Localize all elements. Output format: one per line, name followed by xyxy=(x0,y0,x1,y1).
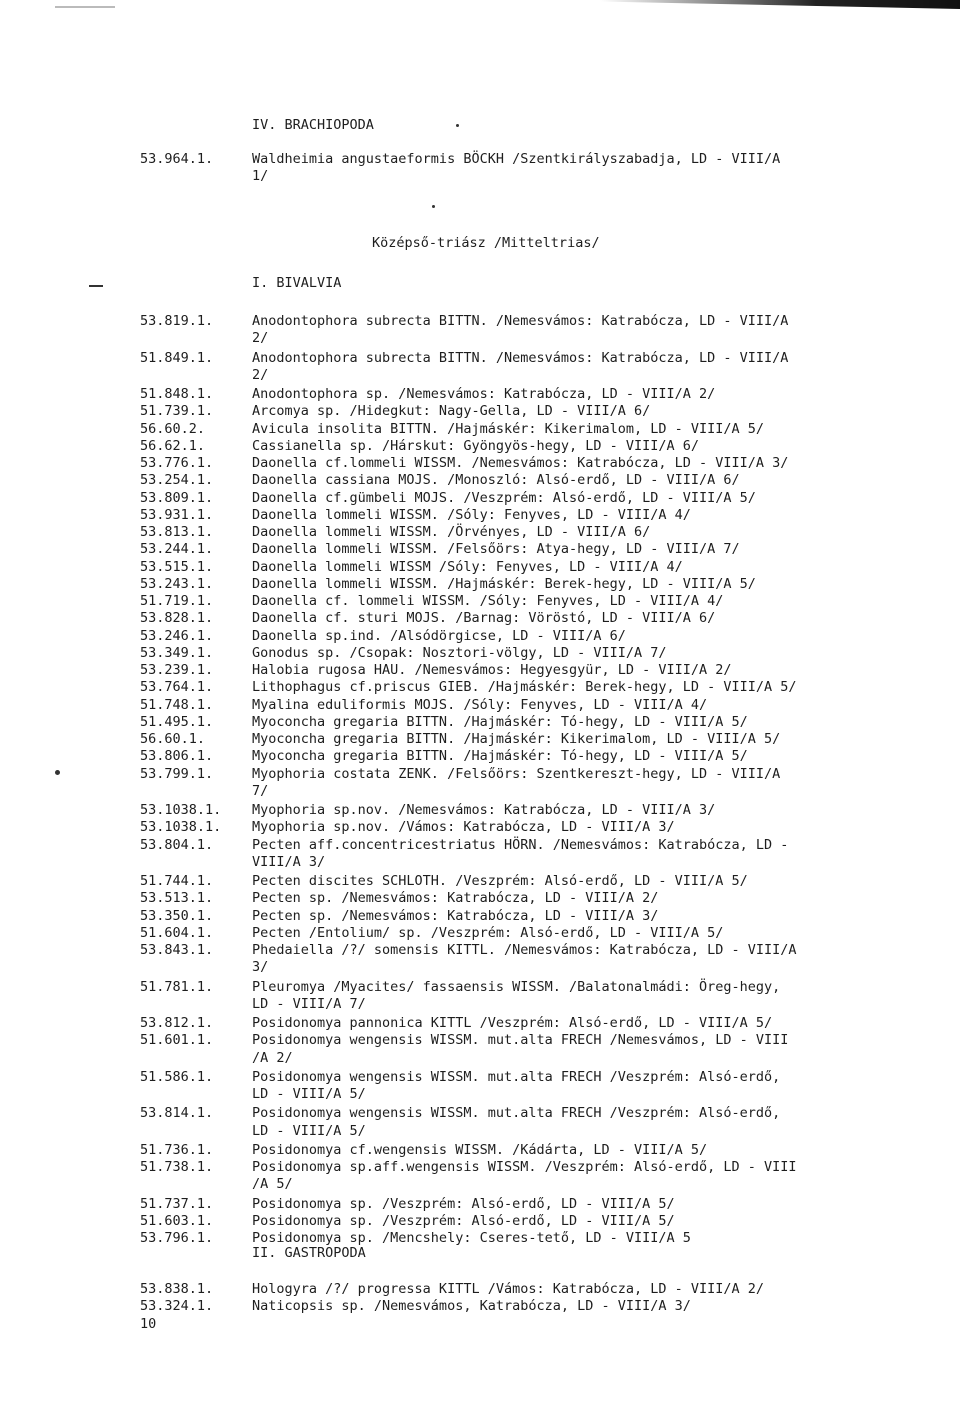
specimen-entry: Myophoria costata ZENK. /Felsőörs: Szentkereszt-hegy, LD - VIII/A xyxy=(252,765,781,782)
entry-continuation: LD - VIII/A 5/ xyxy=(252,1086,366,1102)
catalog-number: 53.243.1. xyxy=(140,575,214,592)
specimen-entry: Anodontophora subrecta BITTN. /Nemesvámos: Katrabócza, LD - VIII/A xyxy=(252,313,789,329)
catalog-number: 53.350.1. xyxy=(140,907,214,924)
entry-continuation: VIII/A 3/ xyxy=(252,853,326,870)
specimen-entry: Halobia rugosa HAU. /Nemesvámos: Hegyesgyür, LD - VIII/A 2/ xyxy=(252,662,732,678)
catalog-number: 53.804.1. xyxy=(140,836,214,853)
entry-continuation: /A 5/ xyxy=(252,1176,293,1193)
specimen-entry: Posidonomya pannonica KITTL /Veszprém: Alsó-erdő, LD - VIII/A 5/ xyxy=(252,1015,773,1031)
specimen-entry: Daonella lommeli WISSM. /Örvényes, LD - VIII/A 6/ xyxy=(252,524,651,540)
specimen-entry: Pecten discites SCHLOTH. /Veszprém: Alsó-erdő, LD - VIII/A 5/ xyxy=(252,873,748,889)
specimen-entry: Pecten sp. /Nemesvámos: Katrabócza, LD - VIII/A 2/ xyxy=(252,890,659,907)
specimen-entry: Waldheimia angustaeformis BÖCKH /Szentkirályszabadja, LD - VIII/A xyxy=(252,151,781,167)
specimen-entry: Pleuromya /Myacites/ fassaensis WISSM. /Balatonalmádi: Öreg-hegy, xyxy=(252,978,781,995)
entry-continuation: 2/ xyxy=(252,366,269,383)
speck xyxy=(432,205,435,208)
catalog-number: 53.809.1. xyxy=(140,489,214,506)
catalog-number: 53.931.1. xyxy=(140,506,214,523)
specimen-entry: Posidonomya sp. /Veszprém: Alsó-erdő, LD - VIII/A 5/ xyxy=(252,1212,675,1229)
catalog-number: 51.849.1. xyxy=(140,349,214,366)
catalog-number: 53.799.1. xyxy=(140,765,214,782)
specimen-entry: Pecten aff.concentricestriatus HÖRN. /Nemesvámos: Katrabócza, LD - xyxy=(252,836,789,853)
specimen-entry: Myophoria sp.nov. /Nemesvámos: Katrabócza, LD - VIII/A 3/ xyxy=(252,802,716,818)
catalog-number: 51.601.1. xyxy=(140,1032,214,1049)
catalog-number: 53.244.1. xyxy=(140,541,214,558)
specimen-entry: Daonella cf.lommeli WISSM. /Nemesvámos: Katrabócza, LD - VIII/A 3/ xyxy=(252,455,789,471)
catalog-number: 53.819.1. xyxy=(140,313,214,329)
specimen-entry: Posidonomya cf.wengensis WISSM. /Kádárta, LD - VIII/A 5/ xyxy=(252,1141,708,1158)
specimen-entry: Myoconcha gregaria BITTN. /Hajmáskér: Tó-hegy, LD - VIII/A 5/ xyxy=(252,748,748,765)
catalog-number: 53.776.1. xyxy=(140,455,214,471)
catalog-number: 51.739.1. xyxy=(140,403,214,420)
catalog-number: 51.586.1. xyxy=(140,1068,214,1085)
catalog-number: 53.239.1. xyxy=(140,662,214,678)
catalog-number: 51.744.1. xyxy=(140,873,214,889)
entry-continuation: LD - VIII/A 5/ xyxy=(252,1122,366,1139)
scan-edge-mark xyxy=(55,6,115,8)
catalog-number: 51.495.1. xyxy=(140,713,214,730)
specimen-entry: Phedaiella /?/ somensis KITTL. /Nemesvámos: Katrabócza, LD - VIII/A xyxy=(252,942,797,958)
specimen-entry: Arcomya sp. /Hidegkut: Nagy-Gella, LD - VIII/A 6/ xyxy=(252,403,651,420)
specimen-entry: Posidonomya sp.aff.wengensis WISSM. /Veszprém: Alsó-erdő, LD - VIII xyxy=(252,1159,797,1175)
catalog-number: 56.60.2. xyxy=(140,420,206,437)
catalog-number: 53.254.1. xyxy=(140,472,214,489)
entry-continuation: 2/ xyxy=(252,330,269,347)
catalog-number: 51.603.1. xyxy=(140,1212,214,1229)
catalog-number: 53.764.1. xyxy=(140,679,214,696)
catalog-number: 51.737.1. xyxy=(140,1195,214,1212)
entry-continuation: 7/ xyxy=(252,782,269,799)
specimen-entry: Gonodus sp. /Csopak: Nosztori-völgy, LD - VIII/A 7/ xyxy=(252,644,667,661)
specimen-entry: Cassianella sp. /Hárskut: Gyöngyös-hegy, LD - VIII/A 6/ xyxy=(252,437,700,454)
section-subtitle-mid-triassic: Középső-triász /Mitteltrias/ xyxy=(372,235,600,251)
entry-continuation: /A 2/ xyxy=(252,1049,293,1066)
catalog-number: 53.806.1. xyxy=(140,748,214,765)
specimen-entry: Pecten /Entolium/ sp. /Veszprém: Alsó-erdő, LD - VIII/A 5/ xyxy=(252,924,724,941)
catalog-number: 53.324.1. xyxy=(140,1298,214,1314)
specimen-entry: Posidonomya wengensis WISSM. mut.alta FRECH /Veszprém: Alsó-erdő, xyxy=(252,1105,781,1122)
specimen-entry: Anodontophora subrecta BITTN. /Nemesvámos: Katrabócza, LD - VIII/A xyxy=(252,349,789,366)
entry-continuation: 1/ xyxy=(252,168,269,184)
specimen-entry: Myalina eduliformis MOJS. /Sóly: Fenyves, LD - VIII/A 4/ xyxy=(252,696,708,713)
catalog-number: 53.838.1. xyxy=(140,1281,214,1297)
specimen-entry: Avicula insolita BITTN. /Hajmáskér: Kikerimalom, LD - VIII/A 5/ xyxy=(252,420,765,437)
specimen-entry: Pecten sp. /Nemesvámos: Katrabócza, LD - VIII/A 3/ xyxy=(252,907,659,924)
catalog-number: 51.719.1. xyxy=(140,593,214,609)
entry-continuation: 3/ xyxy=(252,959,269,976)
scan-edge-shadow xyxy=(600,0,960,9)
specimen-entry: Daonella cf.gümbeli MOJS. /Veszprém: Alsó-erdő, LD - VIII/A 5/ xyxy=(252,489,756,506)
catalog-number: 51.604.1. xyxy=(140,924,214,941)
catalog-number: 53.349.1. xyxy=(140,644,214,661)
specimen-entry: Daonella lommeli WISSM. /Sóly: Fenyves, LD - VIII/A 4/ xyxy=(252,506,691,523)
speck xyxy=(89,285,103,287)
catalog-number: 53.814.1. xyxy=(140,1105,214,1122)
specimen-entry: Daonella cassiana MOJS. /Monoszló: Alsó-erdő, LD - VIII/A 6/ xyxy=(252,472,740,489)
specimen-entry: Lithophagus cf.priscus GIEB. /Hajmáskér: Berek-hegy, LD - VIII/A 5/ xyxy=(252,679,797,696)
section-heading-bivalvia: I. BIVALVIA xyxy=(252,275,342,291)
section-heading-gastropoda: II. GASTROPODA xyxy=(252,1245,366,1261)
catalog-number: 53.796.1. xyxy=(140,1230,214,1246)
catalog-number: 53.246.1. xyxy=(140,627,214,644)
speck xyxy=(456,124,459,127)
specimen-entry: Posidonomya wengensis WISSM. mut.alta FRECH /Nemesvámos, LD - VIII xyxy=(252,1032,789,1049)
catalog-number: 51.738.1. xyxy=(140,1159,214,1175)
specimen-entry: Anodontophora sp. /Nemesvámos: Katrabócza, LD - VIII/A 2/ xyxy=(252,386,716,402)
catalog-number: 53.515.1. xyxy=(140,558,214,575)
catalog-number: 56.62.1. xyxy=(140,437,206,454)
specimen-entry: Posidonomya wengensis WISSM. mut.alta FRECH /Veszprém: Alsó-erdő, xyxy=(252,1068,781,1085)
catalog-number: 51.781.1. xyxy=(140,978,214,995)
specimen-entry: Hologyra /?/ progressa KITTL /Vámos: Katrabócza, LD - VIII/A 2/ xyxy=(252,1281,765,1297)
page-number: 10 xyxy=(140,1316,157,1332)
specimen-entry: Daonella lommeli WISSM /Sóly: Fenyves, LD - VIII/A 4/ xyxy=(252,558,683,575)
section-heading-brachiopoda: IV. BRACHIOPODA xyxy=(252,117,374,133)
specimen-entry: Daonella cf. lommeli WISSM. /Sóly: Fenyves, LD - VIII/A 4/ xyxy=(252,593,724,609)
specimen-entry: Daonella lommeli WISSM. /Felsőörs: Atya-hegy, LD - VIII/A 7/ xyxy=(252,541,740,558)
catalog-number: 53.828.1. xyxy=(140,610,214,627)
catalog-number: 51.848.1. xyxy=(140,386,214,402)
speck xyxy=(55,770,60,775)
specimen-entry: Daonella cf. sturi MOJS. /Barnag: Vöröstó, LD - VIII/A 6/ xyxy=(252,610,716,627)
catalog-number: 51.736.1. xyxy=(140,1141,214,1158)
catalog-number: 53.513.1. xyxy=(140,890,214,907)
catalog-number: 53.1038.1. xyxy=(140,819,222,836)
catalog-number: 53.964.1. xyxy=(140,151,214,167)
specimen-entry: Daonella sp.ind. /Alsódörgicse, LD - VIII/A 6/ xyxy=(252,627,626,644)
entry-continuation: LD - VIII/A 7/ xyxy=(252,995,366,1012)
catalog-number: 53.843.1. xyxy=(140,942,214,958)
specimen-entry: Myoconcha gregaria BITTN. /Hajmáskér: Tó-hegy, LD - VIII/A 5/ xyxy=(252,713,748,730)
specimen-entry: Myophoria sp.nov. /Vámos: Katrabócza, LD - VIII/A 3/ xyxy=(252,819,675,836)
specimen-entry: Posidonomya sp. /Mencshely: Cseres-tető, LD - VIII/A 5 xyxy=(252,1230,691,1246)
specimen-entry: Myoconcha gregaria BITTN. /Hajmáskér: Kikerimalom, LD - VIII/A 5/ xyxy=(252,731,781,747)
catalog-number: 51.748.1. xyxy=(140,696,214,713)
specimen-entry: Naticopsis sp. /Nemesvámos, Katrabócza, LD - VIII/A 3/ xyxy=(252,1298,691,1314)
catalog-number: 53.1038.1. xyxy=(140,802,222,818)
catalog-number: 53.813.1. xyxy=(140,524,214,540)
catalog-number: 56.60.1. xyxy=(140,731,206,747)
specimen-entry: Posidonomya sp. /Veszprém: Alsó-erdő, LD - VIII/A 5/ xyxy=(252,1195,675,1212)
catalog-number: 53.812.1. xyxy=(140,1015,214,1031)
specimen-entry: Daonella lommeli WISSM. /Hajmáskér: Berek-hegy, LD - VIII/A 5/ xyxy=(252,575,756,592)
